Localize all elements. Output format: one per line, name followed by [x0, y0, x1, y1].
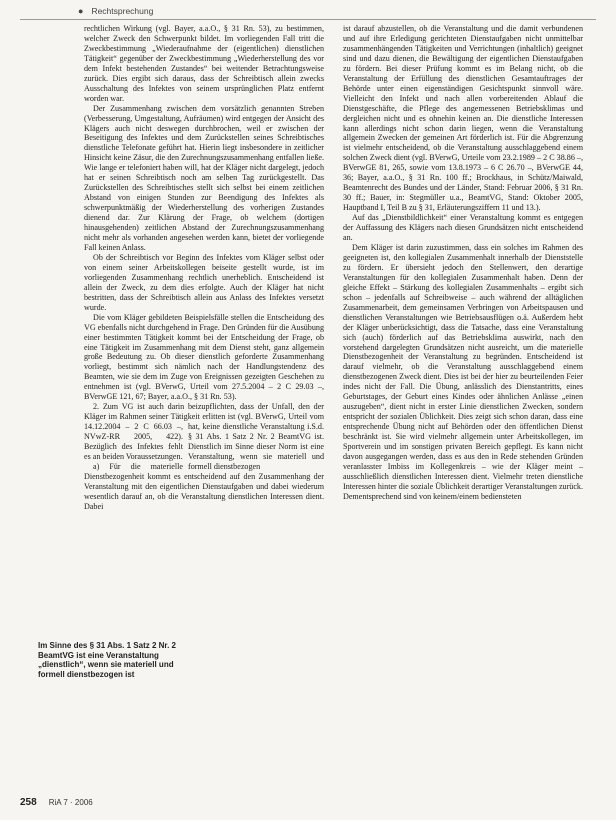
page-footer — [20, 795, 596, 809]
paragraph: Auf das „Dienstbildlichkeit“ einer Veranstaltung kommt es entgegen der Auffassung des Klägers nach diesen Grundsätzen nicht entscheidend an. — [343, 213, 583, 243]
paragraph: rechtlichen Wirkung (vgl. Bayer, a.a.O., § 31 Rn. 53), zu bestimmen, welcher Zweck den Schwerpunkt bildet. Im vorliegenden Fall tritt die Zweckbestimmung „Wiederaufnahme der (eigentlichen) dienstlichen Tätigkeit“ gegenüber der Zweckbestimmung „Wiederherstellung des vor dem Infekt bestehenden Zustandes“ bei weitender Betrachtungsweise zurück. Dies ergibt sich daraus, dass der Schreibtisch allein zwecks Ausschaltung des Infektes von seinem ursprünglichen Platz entfernt worden war. — [84, 24, 324, 103]
paragraph: ist darauf abzustellen, ob die Veranstaltung und die damit verbundenen und auf ihre Erledigung gerichteten Dienstaufgaben nicht unmittelbar zusammenhängenden Tätigkeiten und Verrichtungen (inhaltlich) geeignet sind und dazu dienen, die Bewältigung der eigentlichen Dienstaufgaben zu fördern. Bei dieser Prüfung kommt es im Belang nicht, ob die Veranstaltung der Erfüllung des dienstlichen Gesamtauftrages der Behörde unter einen eigenständigen Gesichtspunkt sinnvoll wäre. Vielleicht den Infekt und nach allen vorbereitenden Ablauf die Dienstgeschäfte, die Pflege des angemessenen Betriebsklimas und dergleichen nicht und es ohnehin keinen an. Die dienstliche Interessen kann allerdings nicht schon darin liegen, wenn die Veranstaltung allgemein Zwecken der gemeinen Art förderlich ist. Für die Abgrenzung ist vielmehr entscheidend, ob die Veranstaltung ausschlaggebend einem solchen Zweck dient (vgl. BVerwG, Urteile vom 23.2.1989 – 2 C 38.86 –, BVerwGE 81, 265, sowie vom 13.8.1973 – 6 C 26.70 –, BVerwGE 44, 36; Bayer, a.a.O., § 31 Rn. 100 ff.; Brockhaus, in Schütz/Maiwald, Beamtenrecht des Bundes und der Länder, Stand: Februar 2006, § 31 Rn. 30 ff.; Bauer, in: Stegmüller u.a., BeamtVG, Stand: Oktober 2005, Hauptband I, Teil B zu § 31, Erläuterungsziffern 11 und 13.). — [343, 24, 583, 213]
float-text: hat, keine dienstliche Veranstaltung i.S.d. § 31 Abs. 1 Satz 2 Nr. 2 BeamtVG ist. Dienstlich im Sinne dieser Norm ist eine Veranstaltung, wenn sie materiell und formell dienstbezogen — [188, 422, 324, 471]
header-rule — [20, 19, 596, 20]
left-column — [84, 24, 324, 512]
section-bullet-icon: ● — [78, 6, 84, 16]
page-number: 258 — [20, 796, 37, 808]
journal-citation: RiA 7 · 2006 — [48, 797, 93, 807]
section-title: Rechtsprechung — [91, 6, 154, 16]
margin-note: Im Sinne des § 31 Abs. 1 Satz 2 Nr. 2 BeamtVG ist eine Veranstaltung „dienstlich“, wenn sie materiell und formell dienstbezogen ist — [38, 641, 176, 679]
paragraph-tail: ist (vgl. BVerwG, Urteil vom 14.12.2004 – 2 C 66.03 –, NVwZ-RR 2005, 422). Bezüglich des Infektes fehlt es an beiden Voraussetzungen. — [84, 412, 324, 461]
paragraph: Der Zusammenhang zwischen dem vorsätzlich genannten Streben (Verbesserung, Umgestaltung, Aufräumen) wird entgegen der Ansicht des Klägers auch nicht deswegen durchbrochen, weil er zwischen der Beseitigung des Infektes und dem Zurückstellen seines Schreibtisches dienstliche Telefonate geführt hat. Hierin liegt insbesondere in zeitlicher Hinsicht keine Zäsur, die den Zurechnungszusammenhang entfallen ließe. Wie lange er telefoniert haben will, hat der Kläger nicht dargelegt, jedoch hat er seinen Schreibtisch noch am selben Tag zurückgestellt. Das Zurückstellen des Schreibtisches stellt sich selbst bei einem zeitlichen Abstand von einigen Stunden zur Beendigung des Infektes als schwerpunktmäßig der Wiederherstellung des vorherigen Zustandes dienend dar. Zur Klärung der Frage, ob welchem (dortigen hinausgehenden) zeitlichen Abstand der Zurechnungszusammenhang nicht mehr als vorhanden angesehen werden kann, bietet der vorliegende Fall keinen Anlass. — [84, 103, 324, 252]
paragraph-lead: 2. Zum VG ist auch darin beizupflichten, dass der Unfall, den der Kläger im Rahmen seiner Tätigkeit erlitten — [84, 402, 324, 422]
paragraph: Die vom Kläger gebildeten Beispielsfälle stellen die Entscheidung des VG ebenfalls nicht durchgehend in Frage. Den Gründen für die Ausübung einer bestimmten Tätigkeit kommt bei der Entscheidung der Frage, ob eine Tätigkeit im Zusammenhang mit dem Dienst steht, ganz allgemein große Bedeutung zu. Ob dieser dienstlich geforderte Zusammenhang vorliegt, bestimmt sich nämlich nach der Handlungstendenz des Beamten, wie sie dem im Zuge von Ereignissen gezeigten Geschehen zu entnehmen ist (vgl. BVerwG, Urteil vom 27.5.2004 – 2 C 29.03 –, BVerwGE 121, 67; Bayer, a.a.O., § 31 Rn. 53). — [84, 312, 324, 402]
paragraph: Ob der Schreibtisch vor Beginn des Infektes vom Kläger selbst oder von einem seiner Arbeitskollegen beiseite gestellt wurde, ist im vorliegenden Zusammenhang rechtlich unerheblich. Entscheidend ist allein der Zweck, zu dem dies erfolgte. Auch der Kläger hat nicht bestritten, dass der Schreibtisch allein aus Anlass des Infektes versetzt wurde. — [84, 252, 324, 312]
paragraph: a) Für die materielle Dienstbezogenheit kommt es entscheidend auf den Zusammenhang der Veranstaltung mit den eigentlichen Dienstaufgaben und dabei wiederum wesentlich darauf an, ob die Veranstaltung dienstlichen Interessen dient. Dabei — [84, 461, 324, 511]
paragraph-with-float — [84, 402, 324, 471]
running-header — [78, 4, 596, 18]
right-column — [343, 24, 583, 502]
paragraph: Dem Kläger ist darin zuzustimmen, dass ein solches im Rahmen des geeigneten ist, den kollegialen Zusammenhalt innerhalb der Dienststelle zu fördern. Er übersieht jedoch den Stellenwert, den derartige Veranstaltungen für den kollegialen Zusammenhalt haben. Denn der gleiche Effekt – Stärkung des kollegialen Zusammenhalts – ergibt sich schon – jedenfalls auf Schreibweise – auch während der alltäglichen Zusammenarbeit, dem gemeinsamen Verbringen von Arbeitspausen und dienstlichen Veranstaltungen wie Betriebsausflügen o.ä. Außerdem hebt der Kläger unberücksichtigt, dass die Tatsache, dass eine Veranstaltung sich (auch) förderlich auf das Betriebsklima auswirkt, nach den vorstehend dargelegten Grundsätzen nicht ausreicht, um die materielle Dienstbezogenheit der Veranstaltung zu begründen. Entscheidend ist darauf vielmehr, ob die Veranstaltung ausschlaggebend einem dienstbezogenen Zweck dient. Dies ist bei der hier zu beurteilenden Feier indes nicht der Fall. Die Übung, anlässlich des Dienstantritts, eines Geburtstages, der Geburt eines Kindes oder ähnlichen Anlässe „einen auszugeben“, dient nicht in erster Linie dienstlichen Zwecken, sondern entspricht der sozialen Üblichkeit. Dies zeigt sich schon daran, dass eine entsprechende Übung nicht auf Behörden oder den öffentlichen Dienst beschränkt ist. Sie wird vielmehr allgemein unter Arbeitskollegen, im Sportverein und im sonstigen privaten Bereich gepflegt. Es kann nicht davon ausgegangen werden, dass es aus den in Rede stehenden Gründen veranlasster Imbiss im Kollegenkreis – wie der Kläger meint – ausschließlich dienstlichen Interessen dient. Vielmehr treten dienstliche Interessen hinter die soziale Üblichkeit derartiger Veranstaltungen zurück. Dementsprechend sind von keinem/einem bediensteten — [343, 242, 583, 501]
